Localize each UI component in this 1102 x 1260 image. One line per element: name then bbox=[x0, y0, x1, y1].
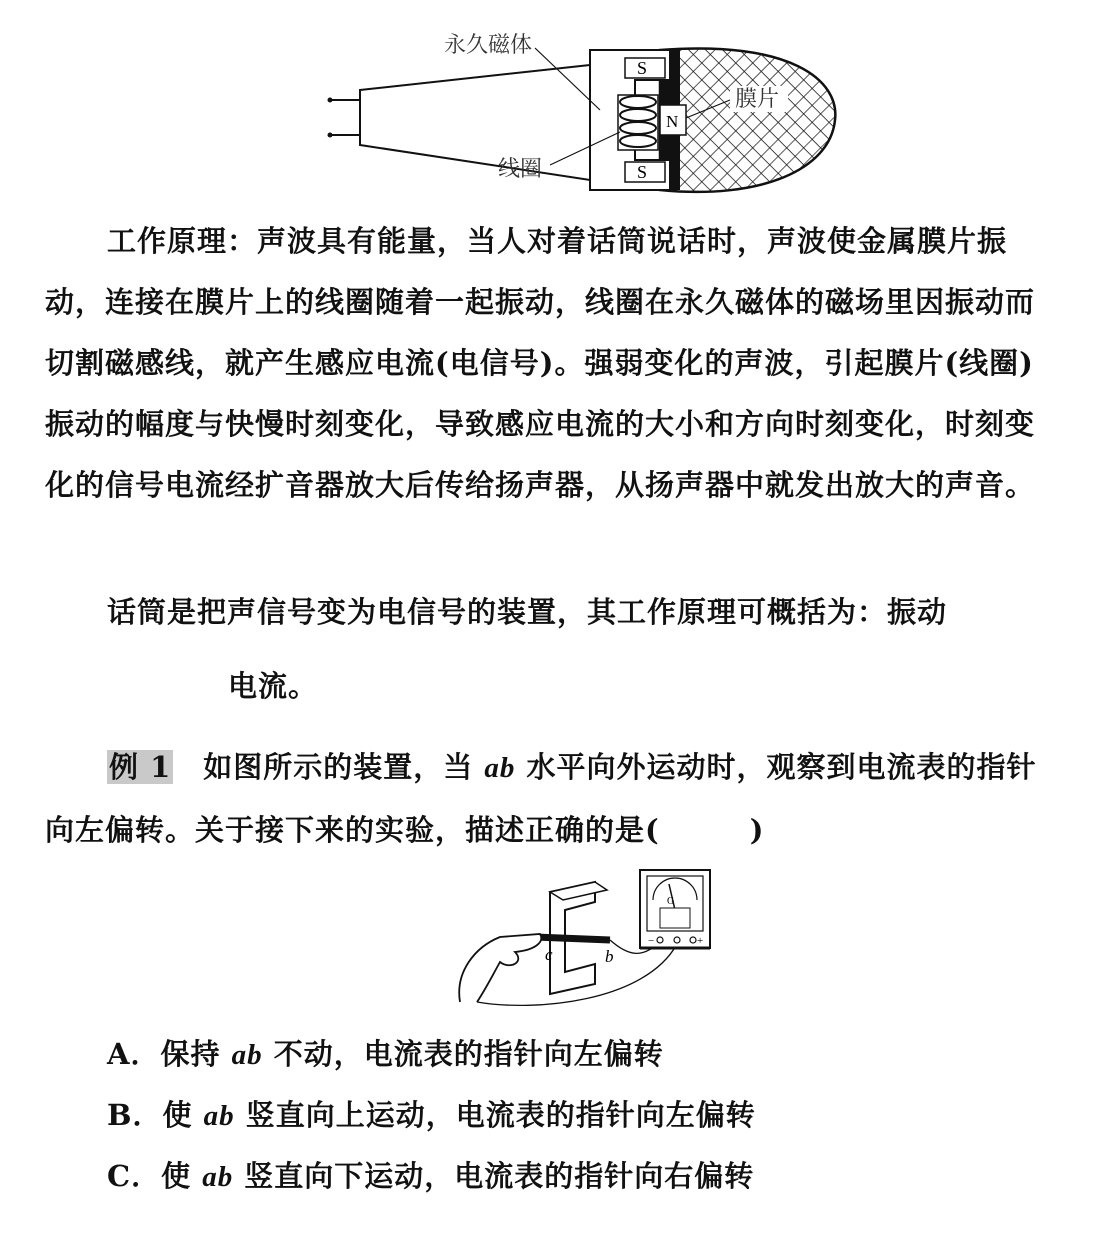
pole-s-top: S bbox=[637, 58, 648, 78]
label-magnet: 永久磁体 bbox=[444, 32, 533, 57]
principle-paragraph: 工作原理：声波具有能量，当人对着话筒说话时，声波使金属膜片振动，连接在膜片上的线圈随着一起振动，线圈在永久磁体的磁场里因振动而切割磁感线，就产生感应电流(电信号)。强弱变化的声波，引起膜片(线圈)振动的幅度与快慢时刻变化，导致感应电流的大小和方向时刻变化，时刻变化的信号电流经扩音器放大后传给扬声器，从扬声器中就发出放大的声音。 bbox=[45, 224, 1036, 502]
option-c[interactable]: C．使 ab 竖直向下运动，电流表的指针向右偏转 bbox=[107, 1159, 755, 1193]
meter-minus: − bbox=[648, 935, 655, 947]
summary-line-2: 电流。 bbox=[228, 669, 319, 703]
example-line-1: 例 1 如图所示的装置，当 ab 水平向外运动时，观察到电流表的指针 bbox=[109, 750, 1037, 784]
option-a[interactable]: A．保持 ab 不动，电流表的指针向左偏转 bbox=[107, 1037, 664, 1071]
summary-line-1: 话筒是把声信号变为电信号的装置，其工作原理可概括为：振动 bbox=[107, 595, 948, 629]
label-coil: 线圈 bbox=[498, 156, 543, 181]
label-diaphragm: 膜片 bbox=[735, 86, 780, 111]
meter-g: G bbox=[667, 896, 675, 907]
label-b: b bbox=[605, 947, 614, 966]
pole-n: N bbox=[666, 112, 679, 131]
experiment-figure bbox=[455, 862, 725, 1010]
example-line-2: 向左偏转。关于接下来的实验，描述正确的是( ) bbox=[45, 813, 765, 847]
meter-plus: + bbox=[697, 935, 704, 947]
microphone-diagram bbox=[320, 20, 840, 195]
example-tag: 例 1 bbox=[109, 750, 172, 784]
label-c: c bbox=[545, 945, 553, 964]
option-b[interactable]: B．使 ab 竖直向上运动，电流表的指针向左偏转 bbox=[107, 1098, 756, 1132]
pole-s-bottom: S bbox=[637, 162, 648, 182]
